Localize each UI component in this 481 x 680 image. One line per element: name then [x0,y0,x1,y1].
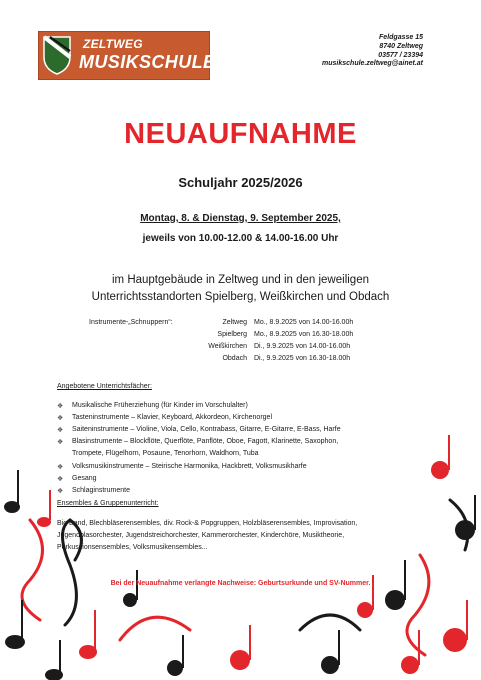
list-item: Musikalische Früherziehung (für Kinder im Vorschulalter) [72,402,248,409]
diamond-bullet-icon: ❖ [57,439,64,446]
required-documents-notice: Bei der Neuaufnahme verlangte Nachweise: Geburtsurkunde und SV-Nummer. [110,580,371,587]
school-logo [38,31,216,80]
list-item: Schlaginstrumente [72,487,130,494]
list-item-continuation: Trompete, Flügelhorn, Posaune, Tenorhorn, Waldhorn, Tuba [72,450,259,457]
coat-of-arms-icon [42,35,72,75]
address-street: Feldgasse 15 [379,34,423,41]
offered-subjects-heading: Angebotene Unterrichtsfächer: [57,383,152,390]
diamond-bullet-icon: ❖ [57,427,64,434]
diamond-bullet-icon: ❖ [57,464,64,471]
location-line-1: im Hauptgebäude in Zeltweg und in den jeweiligen [111,274,369,286]
diamond-bullet-icon: ❖ [57,488,64,495]
list-item: Tasteninstrumente – Klavier, Keyboard, Akkordeon, Kirchenorgel [72,414,273,421]
schnuppern-time: Di., 9.9.2025 von 14.00-16.00h [254,343,351,350]
list-item: Blasinstrumente – Blockflöte, Querflöte, Panflöte, Oboe, Fagott, Klarinette, Saxophon, [72,438,339,445]
address-phone: 03577 / 23394 [378,52,423,59]
schnuppern-label: Instrumente-„Schnuppern“: [89,319,173,326]
ensembles-line-3: Perkussionsensembles, Volksmusikensembles... [57,544,208,551]
schnuppern-place: Zeltweg [222,319,247,326]
schnuppern-place: Obdach [222,355,247,362]
address-city: 8740 Zeltweg [379,43,423,50]
email-address: musikschule.zeltweg@ainet.at [322,60,423,67]
schnuppern-place: Spielberg [217,331,247,338]
schnuppern-time: Di., 9.9.2025 von 16.30-18.00h [254,355,351,362]
enrollment-times: jeweils von 10.00-12.00 & 14.00-16.00 Uhr [142,233,339,244]
address-block [378,33,423,60]
list-item: Volksmusikinstrumente – Steirische Harmonika, Hackbrett, Volksmusikharfe [72,463,307,470]
diamond-bullet-icon: ❖ [57,415,64,422]
ensembles-heading: Ensembles & Gruppenunterricht: [57,500,159,507]
school-year: Schuljahr 2025/2026 [178,175,303,190]
enrollment-dates: Montag, 8. & Dienstag, 9. September 2025, [140,213,341,224]
schnuppern-time: Mo., 8.9.2025 von 14.00-16.00h [254,319,354,326]
logo-text-zeltweg: ZELTWEG [83,37,143,51]
ensembles-line-1: Big Band, Blechbläserensembles, div. Rock-& Popgruppen, Holzbläserensembles, Improvisation, [57,520,358,527]
diamond-bullet-icon: ❖ [57,403,64,410]
diamond-bullet-icon: ❖ [57,476,64,483]
logo-text-musikschule: MUSIKSCHULE [79,52,216,72]
list-item: Gesang [72,475,97,482]
ensembles-line-2: Jugendblasorchester, Jugendstreichorchester, Kammerorchester, Kinderchöre, Musiktheorie, [57,532,345,539]
list-item: Saiteninstrumente – Violine, Viola, Cello, Kontrabass, Gitarre, E-Gitarre, E-Bass, Harfe [72,426,341,433]
location-line-2: Unterrichtsstandorten Spielberg, Weißkirchen und Obdach [91,291,390,303]
schnuppern-time: Mo., 8.9.2025 von 16.30-18.00h [254,331,354,338]
page-title: NEUAUFNAHME [124,118,357,150]
schnuppern-place: Weißkirchen [208,343,247,350]
